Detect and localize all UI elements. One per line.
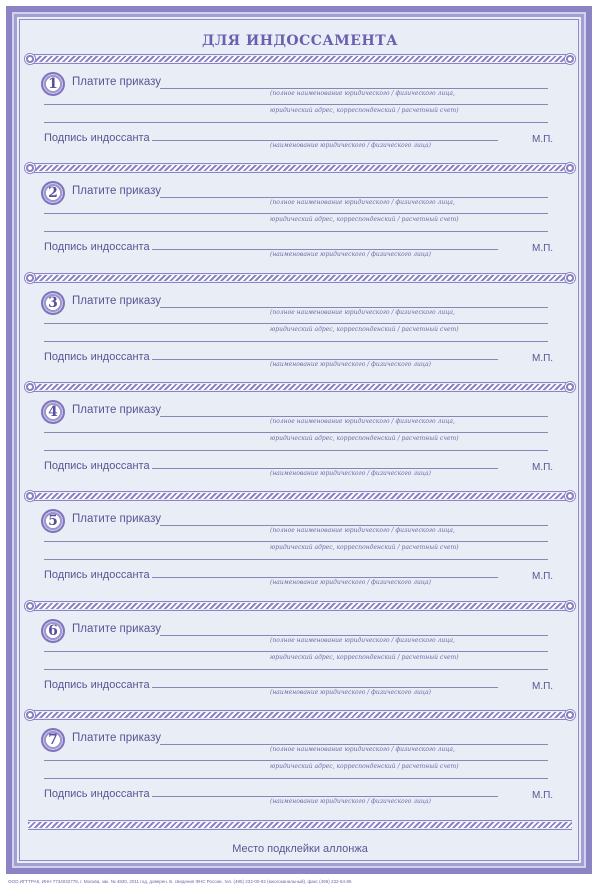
endorser-signature-line[interactable] — [152, 468, 498, 469]
pay-to-order-label: Платите приказу — [72, 513, 162, 526]
payee-details-line[interactable] — [44, 104, 548, 105]
endorsement-section — [28, 273, 572, 382]
payee-name-caption: (полное наименование юридического / физического лица, — [270, 308, 455, 316]
endorser-signature-line[interactable] — [152, 687, 498, 688]
endorser-signature-line[interactable] — [152, 796, 498, 797]
payee-details-caption: юридический адрес, корреспонденский / расчетный счет) — [270, 107, 459, 114]
payee-name-line[interactable] — [160, 744, 548, 745]
section-number-badge: 7 — [41, 728, 65, 752]
endorser-signature-label: Подпись индоссанта — [44, 241, 150, 254]
payee-extra-line[interactable] — [44, 341, 548, 342]
payee-name-line[interactable] — [160, 525, 548, 526]
payee-name-caption: (полное наименование юридического / физического лица, — [270, 527, 455, 535]
payee-name-line[interactable] — [160, 88, 548, 89]
payee-details-caption: юридический адрес, корреспонденский / расчетный счет) — [270, 653, 459, 661]
document-title: ДЛЯ ИНДОССАМЕНТА — [201, 33, 399, 49]
payee-extra-line[interactable] — [44, 778, 548, 779]
payee-name-caption: (полное наименование юридического / физического лица, — [270, 636, 455, 644]
seal-place-label: М.П. — [532, 571, 554, 583]
endorser-signature-label: Подпись индоссанта — [44, 569, 150, 582]
payee-details-line[interactable] — [44, 541, 548, 542]
ornament-divider — [28, 54, 572, 64]
endorsement-section — [28, 601, 572, 710]
ornament-divider — [28, 601, 572, 611]
section-number-badge: 4 — [41, 400, 65, 424]
payee-name-caption: (полное наименование юридического / физического лица, — [270, 417, 455, 425]
payee-extra-line[interactable] — [44, 450, 548, 451]
payee-extra-line[interactable] — [44, 559, 548, 560]
payee-name-caption: (полное наименование юридического / физического лица, — [270, 199, 455, 207]
payee-name-caption: (полное наименование юридического / физического лица, — [270, 90, 455, 97]
endorser-signature-label: Подпись индоссанта — [44, 350, 150, 363]
endorser-signature-label: Подпись индоссанта — [44, 678, 150, 691]
endorsement-section — [28, 54, 572, 163]
section-number-badge: 2 — [41, 181, 65, 205]
endorser-signature-label: Подпись индоссанта — [44, 132, 150, 144]
endorser-signature-caption: (наименование юридического / физического лица) — [270, 688, 432, 696]
payee-name-line[interactable] — [160, 416, 548, 417]
ornament-divider — [28, 382, 572, 392]
pay-to-order-label: Платите приказу — [72, 76, 162, 88]
payee-details-caption: юридический адрес, корреспонденский / расчетный счет) — [270, 762, 459, 770]
ornament-divider — [28, 710, 572, 720]
section-number-badge: 1 — [41, 72, 65, 96]
endorsement-section — [28, 163, 572, 272]
endorser-signature-caption: (наименование юридического / физического лица) — [270, 360, 432, 368]
ornament-divider — [28, 491, 572, 501]
section-number-badge: 6 — [41, 619, 65, 643]
payee-details-caption: юридический адрес, корреспонденский / расчетный счет) — [270, 544, 459, 552]
endorser-signature-label: Подпись индоссанта — [44, 459, 150, 472]
pay-to-order-label: Платите приказу — [72, 403, 162, 416]
payee-details-caption: юридический адрес, корреспонденский / расчетный счет) — [270, 216, 459, 224]
endorser-signature-caption: (наименование юридического / физического лица) — [270, 142, 432, 149]
allonge-label: Место подклейки аллонжа — [232, 843, 368, 855]
endorser-signature-line[interactable] — [152, 359, 498, 360]
payee-extra-line[interactable] — [44, 122, 548, 123]
section-number-badge: 5 — [41, 509, 65, 533]
payee-name-line[interactable] — [160, 635, 548, 636]
payee-extra-line[interactable] — [44, 231, 548, 232]
endorsement-section — [28, 491, 572, 600]
payee-extra-line[interactable] — [44, 669, 548, 670]
endorser-signature-line[interactable] — [152, 249, 498, 250]
pay-to-order-label: Платите приказу — [72, 185, 162, 198]
pay-to-order-label: Платите приказу — [72, 622, 162, 635]
payee-details-line[interactable] — [44, 432, 548, 433]
payee-details-caption: юридический адрес, корреспонденский / расчетный счет) — [270, 325, 459, 333]
endorser-signature-label: Подпись индоссанта — [44, 787, 150, 800]
payee-details-line[interactable] — [44, 323, 548, 324]
endorser-signature-caption: (наименование юридического / физического лица) — [270, 469, 432, 477]
section-number-badge: 3 — [41, 291, 65, 315]
payee-name-caption: (полное наименование юридического / физического лица, — [270, 745, 455, 753]
payee-name-line[interactable] — [160, 197, 548, 198]
payee-name-line[interactable] — [160, 307, 548, 308]
endorser-signature-line[interactable] — [152, 140, 498, 141]
seal-place-label: М.П. — [532, 134, 554, 145]
ornament-divider — [28, 273, 572, 283]
endorser-signature-caption: (наименование юридического / физического лица) — [270, 251, 432, 259]
endorsement-section — [28, 710, 572, 819]
payee-details-line[interactable] — [44, 213, 548, 214]
endorser-signature-caption: (наименование юридического / физического лица) — [270, 797, 432, 805]
footer-imprint: ООО ИГТТРАК, ИНН 7734032778, г. Москва, зак. № 4830, 2011 год, доверен. Б. сведения ФНС России, тел. (495) 232-00-82 (многоканальный), факс (495) 232-64-86 — [8, 879, 352, 884]
pay-to-order-label: Платите приказу — [72, 731, 162, 744]
endorser-signature-caption: (наименование юридического / физического лица) — [270, 579, 432, 587]
payee-details-line[interactable] — [44, 651, 548, 652]
seal-place-label: М.П. — [532, 680, 554, 692]
ornament-divider — [28, 163, 572, 173]
pay-to-order-label: Платите приказу — [72, 294, 162, 307]
payee-details-caption: юридический адрес, корреспонденский / расчетный счет) — [270, 434, 459, 442]
seal-place-label: М.П. — [532, 461, 554, 473]
bottom-ornament-divider — [28, 820, 572, 830]
endorsement-section — [28, 382, 572, 491]
seal-place-label: М.П. — [532, 789, 554, 801]
endorser-signature-line[interactable] — [152, 577, 498, 578]
seal-place-label: М.П. — [532, 243, 554, 255]
seal-place-label: М.П. — [532, 352, 554, 364]
payee-details-line[interactable] — [44, 760, 548, 761]
